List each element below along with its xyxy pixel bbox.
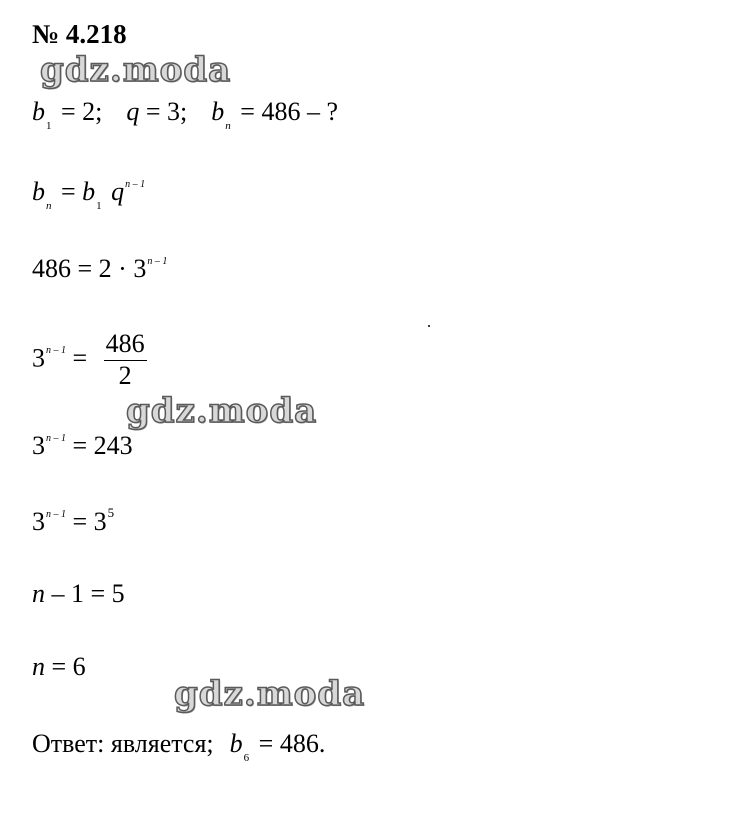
stray-dot	[428, 325, 430, 327]
q-symbol: q	[126, 97, 140, 126]
bn-symbol: b	[32, 177, 45, 206]
exponent: n – 1	[46, 509, 66, 520]
answer-value: = 486.	[252, 729, 326, 758]
rhs: = 243	[66, 431, 133, 460]
linear-equation-line	[32, 578, 125, 610]
b1-subscript: 1	[96, 200, 102, 212]
bn-question: = 486 – ?	[233, 97, 338, 126]
linear-rest: – 1 = 5	[45, 579, 125, 608]
exponent: n – 1	[46, 345, 66, 357]
solution-rest: = 6	[45, 652, 86, 681]
fraction-line	[32, 330, 147, 391]
b1-value: = 2;	[54, 97, 103, 126]
answer-text: Ответ: является;	[32, 729, 214, 758]
base: 3	[32, 431, 45, 460]
bn-subscript: n	[46, 200, 52, 212]
watermark-logo-middle: gdz.moda	[126, 391, 318, 431]
numerator: 486	[104, 330, 147, 361]
fraction	[104, 330, 147, 391]
watermark-logo-top: gdz.moda	[40, 50, 232, 90]
b1-subscript: 1	[46, 120, 52, 132]
base: 3	[32, 343, 45, 373]
solution-line	[32, 651, 86, 683]
answer-line	[32, 728, 325, 765]
rhs: = 3	[66, 507, 107, 536]
b6-subscript: 6	[243, 752, 250, 764]
b1-symbol: b	[82, 177, 96, 206]
exponent: n – 1	[147, 256, 168, 267]
substitution-expression: 486 = 2 · 3	[32, 254, 147, 283]
problem-number: № 4.218	[32, 19, 127, 49]
substitution-line	[32, 253, 167, 291]
exponent: n – 1	[125, 179, 146, 190]
equation-243-line	[32, 430, 133, 468]
bn-symbol: b	[211, 97, 225, 126]
b1-symbol: b	[32, 97, 45, 126]
base: 3	[32, 507, 45, 536]
rhs-exponent: 5	[107, 505, 115, 520]
bn-subscript: n	[225, 120, 231, 132]
equals: =	[54, 177, 83, 206]
given-line	[32, 96, 338, 133]
equals: =	[66, 343, 94, 373]
equation-power-line	[32, 506, 114, 544]
formula-line	[32, 176, 145, 214]
watermark-logo-bottom: gdz.moda	[174, 674, 366, 714]
q-value: = 3;	[139, 97, 188, 126]
b6-symbol: b	[229, 729, 243, 758]
denominator: 2	[118, 361, 132, 390]
n-symbol: n	[32, 579, 45, 608]
n-symbol: n	[32, 652, 45, 681]
exponent: n – 1	[46, 433, 66, 444]
q-symbol: q	[104, 177, 125, 206]
